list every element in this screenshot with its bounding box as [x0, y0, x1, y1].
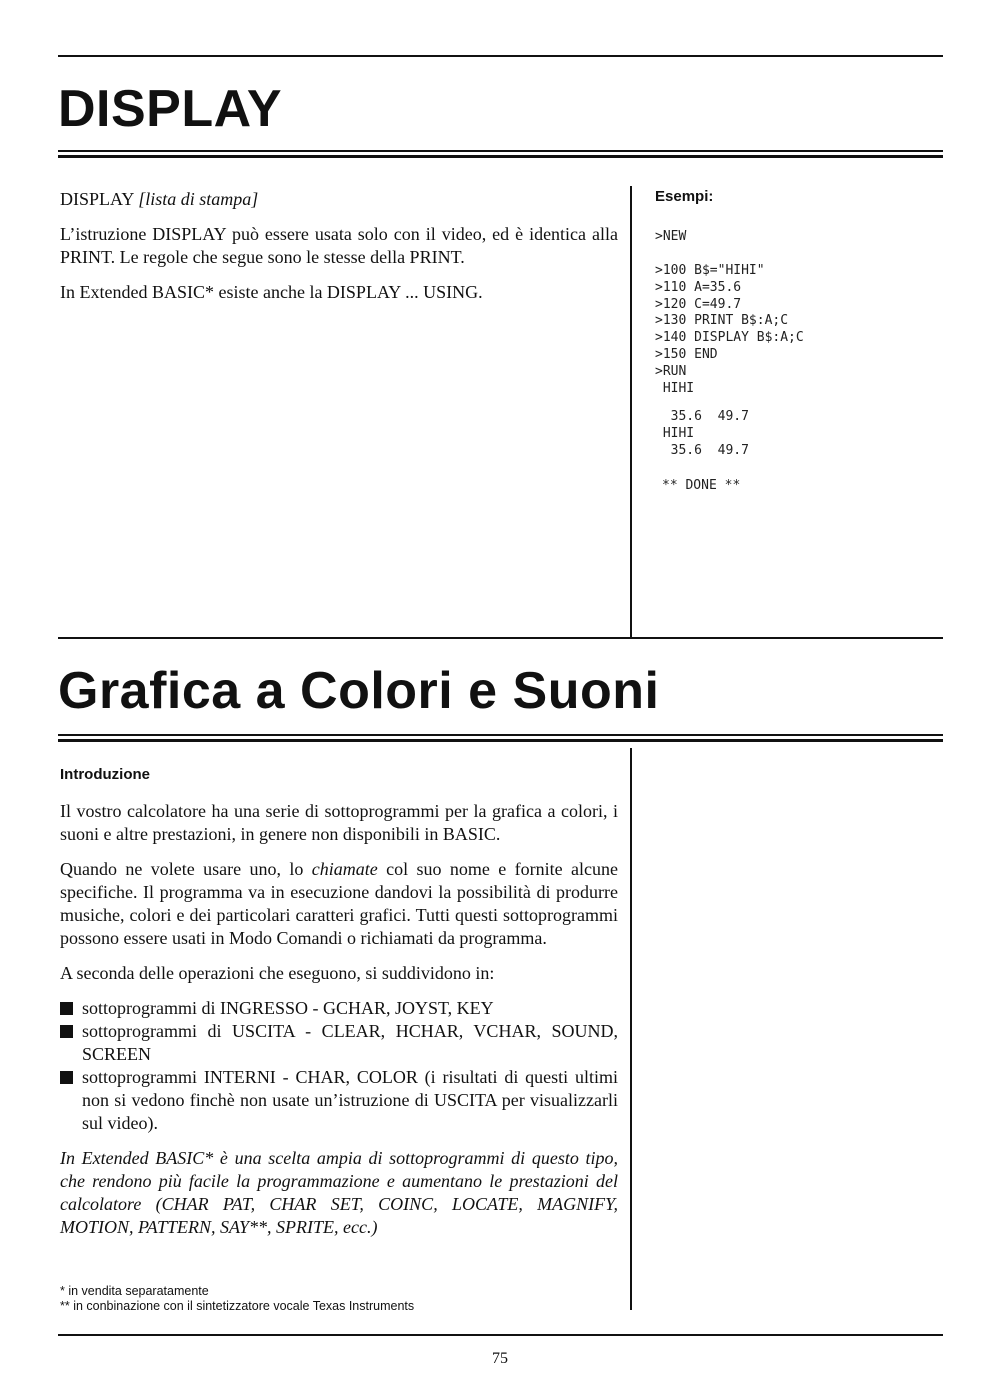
intro-paragraph-3: A seconda delle operazioni che eseguono, si suddividono in: [60, 963, 495, 983]
code-done: ** DONE ** [662, 478, 741, 493]
subprogram-list [60, 997, 618, 1135]
column-divider-2 [630, 748, 632, 1310]
display-paragraph-2: In Extended BASIC* esiste anche la DISPLAY ... USING. [60, 282, 483, 302]
extended-basic-note: In Extended BASIC* è una scelta ampia di sottoprogrammi di questo tipo, che rendono più facile la programmazione e aumentano le prestazioni del calcolatore (CHAR PAT, CHAR SET, COINC, LOCATE, MAGNIFY, MOTION, PATTERN, SAY**, SPRITE, ecc.) [60, 1148, 618, 1237]
syntax-command: DISPLAY [60, 189, 139, 209]
footnote-2: ** in conbinazione con il sintetizzatore vocale Texas Instruments [60, 1299, 415, 1313]
section2-top-rule [58, 637, 943, 639]
intro-text [60, 800, 618, 1251]
section-title-grafica: Grafica a Colori e Suoni [58, 662, 660, 720]
italic-chiamate: chiamate [311, 859, 378, 879]
list-item: sottoprogrammi INTERNI - CHAR, COLOR (i risultati di questi ultimi non si vedono finchè non usate un’istruzione di USCITA per visualizzarli sul video). [60, 1066, 618, 1135]
title-underline-rule-thick [58, 155, 943, 158]
title-underline-rule [58, 150, 943, 152]
intro-heading: Introduzione [60, 766, 150, 783]
examples-heading: Esempi: [655, 188, 714, 205]
intro-paragraph-1: Il vostro calcolatore ha una serie di sottoprogrammi per la grafica a colori, i suoni e altre prestazioni, in genere non disponibili in BASIC. [60, 801, 618, 844]
bullet-square-icon [60, 1002, 73, 1015]
section2-underline-rule-thick [58, 739, 943, 742]
display-paragraph-1: L’istruzione DISPLAY può essere usata solo con il video, ed è identica alla PRINT. Le regole che segue sono le stesse della PRINT. [60, 224, 618, 267]
column-divider [630, 186, 632, 638]
bullet-square-icon [60, 1071, 73, 1084]
display-description [60, 188, 618, 316]
page-number: 75 [492, 1350, 508, 1367]
section-title-display: DISPLAY [58, 80, 283, 138]
intro-paragraph-2: Quando ne volete usare uno, lo chiamate col suo nome e fornite alcune specifiche. Il programma va in esecuzione dandovi la possibilità di produrre musiche, colori e dei particolari caratteri grafici. Tutti questi sottoprogrammi possono essere usati in Modo Comandi o richiamati da programma. [60, 859, 618, 948]
list-item: sottoprogrammi di INGRESSO - GCHAR, JOYST, KEY [60, 997, 618, 1020]
code-program: >100 B$="HIHI" >110 A=35.6 >120 C=49.7 >130 PRINT B$:A;C >140 DISPLAY B$:A;C >150 END >RUN HIHI [655, 263, 804, 396]
list-item: sottoprogrammi di USCITA - CLEAR, HCHAR, VCHAR, SOUND, SCREEN [60, 1020, 618, 1066]
bullet-square-icon [60, 1025, 73, 1038]
code-new: >NEW [655, 229, 687, 244]
top-rule [58, 55, 943, 57]
footnote-1: * in vendita separatamente [60, 1284, 209, 1298]
syntax-argument: [lista di stampa] [138, 189, 259, 209]
section2-underline-rule [58, 734, 943, 736]
bottom-rule [58, 1334, 943, 1336]
syntax-line [60, 188, 618, 211]
code-output: 35.6 49.7 HIHI 35.6 49.7 [662, 409, 749, 458]
